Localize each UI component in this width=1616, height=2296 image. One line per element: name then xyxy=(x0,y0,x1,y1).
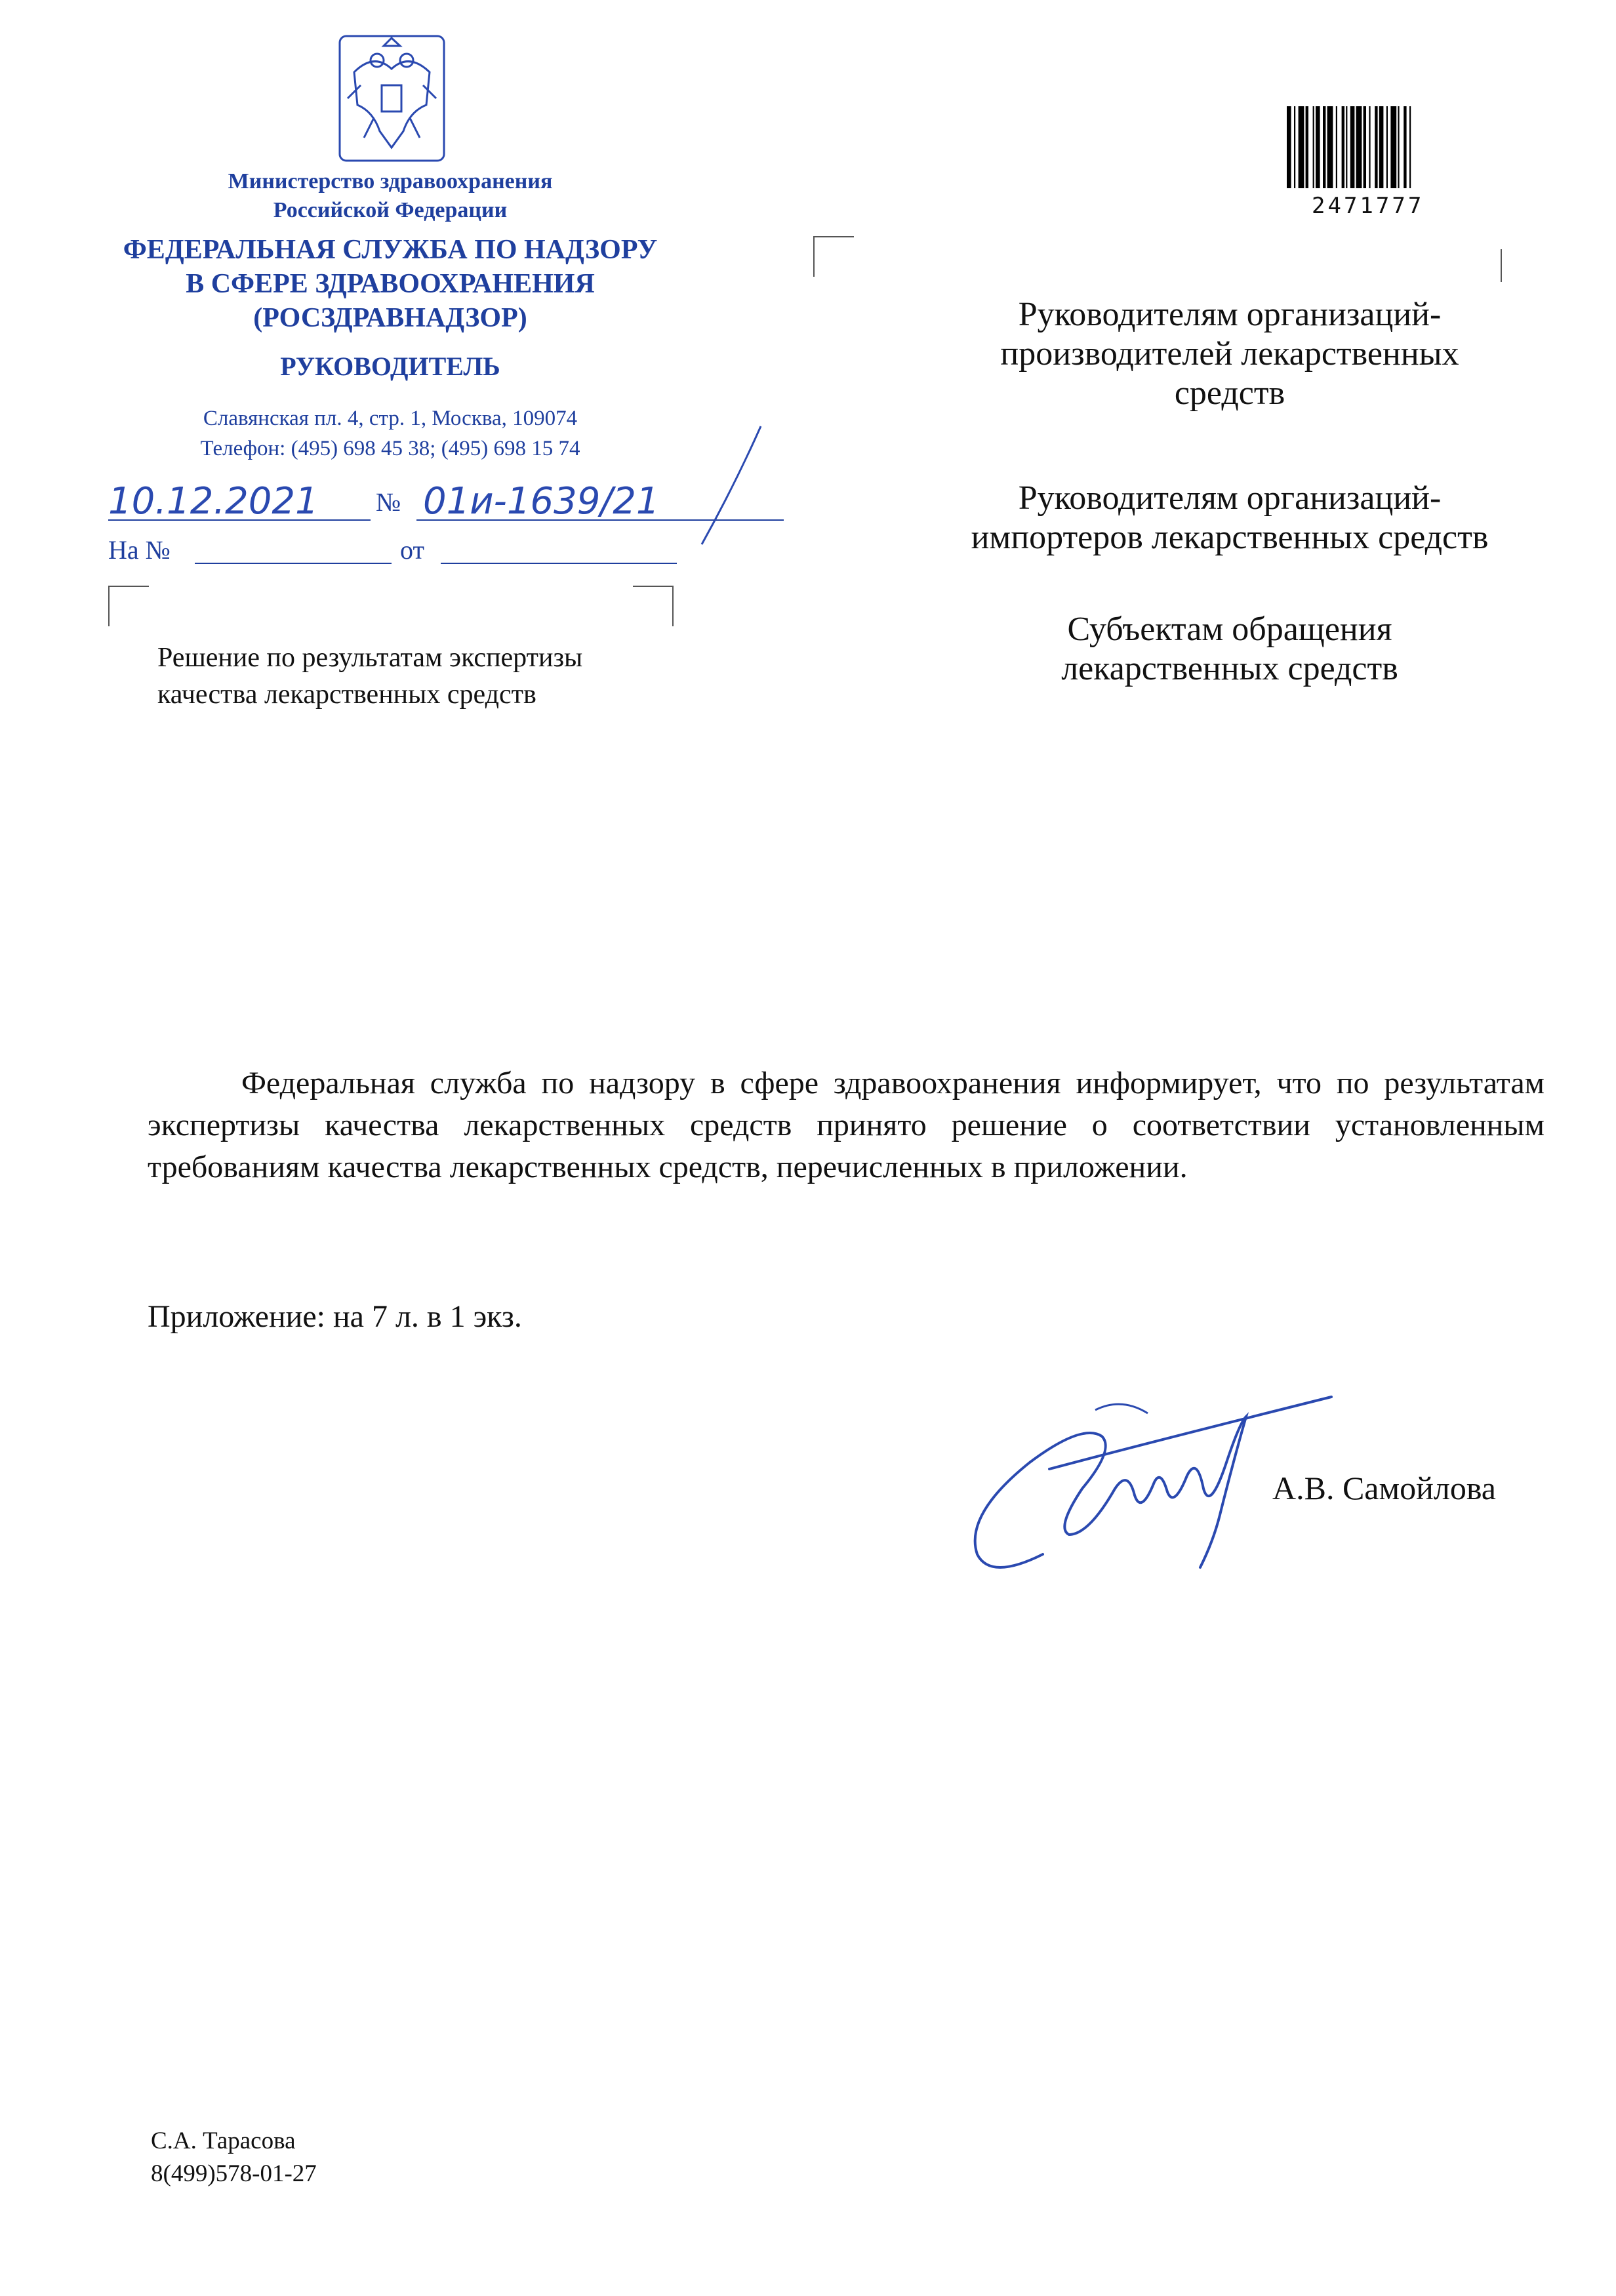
recipient-corner-left xyxy=(813,236,854,277)
recipient-corner-right xyxy=(1501,249,1502,282)
recipient-group-producers xyxy=(918,295,1541,413)
appendix-note: Приложение: на 7 л. в 1 экз. xyxy=(148,1299,522,1334)
subject-line2: качества лекарственных средств xyxy=(157,679,536,710)
recipient-line: импортеров лекарственных средств xyxy=(971,519,1489,556)
barcode-number: 2471777 xyxy=(1312,193,1424,219)
recipient-group-importers xyxy=(918,479,1541,557)
ref-date-underline xyxy=(441,563,677,564)
ref-number-underline xyxy=(195,563,392,564)
number-label: № xyxy=(376,487,401,517)
subject-corner-left xyxy=(108,586,149,626)
phone-line: Телефон: (495) 698 45 38; (495) 698 15 74 xyxy=(200,437,580,460)
recipient-group-subjects xyxy=(918,610,1541,689)
recipient-line: лекарственных средств xyxy=(1061,650,1398,687)
address-line: Славянская пл. 4, стр. 1, Москва, 109074 xyxy=(203,407,578,430)
body-paragraph: Федеральная служба по надзору в сфере здравоохранения информирует, что по результатам экспертизы качества лекарственных средств принято решение о соответствии установленным требованиям качества лекарственных средств, перечисленных в приложении. xyxy=(148,1066,1545,1184)
recipient-line: производителей лекарственных xyxy=(1000,335,1459,373)
recipient-line: средств xyxy=(1174,374,1285,412)
ministry-name xyxy=(95,167,685,225)
recipient-line: Руководителям организаций- xyxy=(1018,296,1442,333)
ref-from: от xyxy=(400,535,424,565)
barcode xyxy=(1285,106,1482,197)
subject-corner-right xyxy=(633,586,674,626)
subject xyxy=(157,639,748,713)
recipient-line: Субъектам обращения xyxy=(1067,611,1392,648)
agency-line2: В СФЕРЕ ЗДРАВООХРАНЕНИЯ xyxy=(186,269,595,299)
agency-name xyxy=(95,233,685,335)
ref-label: На № xyxy=(108,535,171,565)
rank-title: РУКОВОДИТЕЛЬ xyxy=(280,352,500,381)
subject-line1: Решение по результатам экспертизы xyxy=(157,643,583,673)
reference-line xyxy=(108,534,171,565)
recipient-line: Руководителям организаций- xyxy=(1018,479,1442,517)
signer-name: А.В. Самойлова xyxy=(1272,1470,1496,1506)
registration-date: 10.12.2021 xyxy=(108,480,319,523)
double-headed-eagle-icon xyxy=(334,33,449,164)
ministry-line2: Российской Федерации xyxy=(273,198,508,222)
contact-name: С.А. Тарасова xyxy=(151,2127,296,2154)
date-underline xyxy=(108,519,371,521)
registration-number: 01и-1639/21 xyxy=(423,480,660,523)
slash-mark xyxy=(682,420,767,551)
agency-address xyxy=(95,403,685,464)
agency-line1: ФЕДЕРАЛЬНАЯ СЛУЖБА ПО НАДЗОРУ xyxy=(123,235,658,265)
contact-phone: 8(499)578-01-27 xyxy=(151,2160,317,2187)
agency-line3: (РОСЗДРАВНАДЗОР) xyxy=(253,303,527,333)
contact-block xyxy=(151,2125,317,2190)
ministry-line1: Министерство здравоохранения xyxy=(228,169,553,193)
